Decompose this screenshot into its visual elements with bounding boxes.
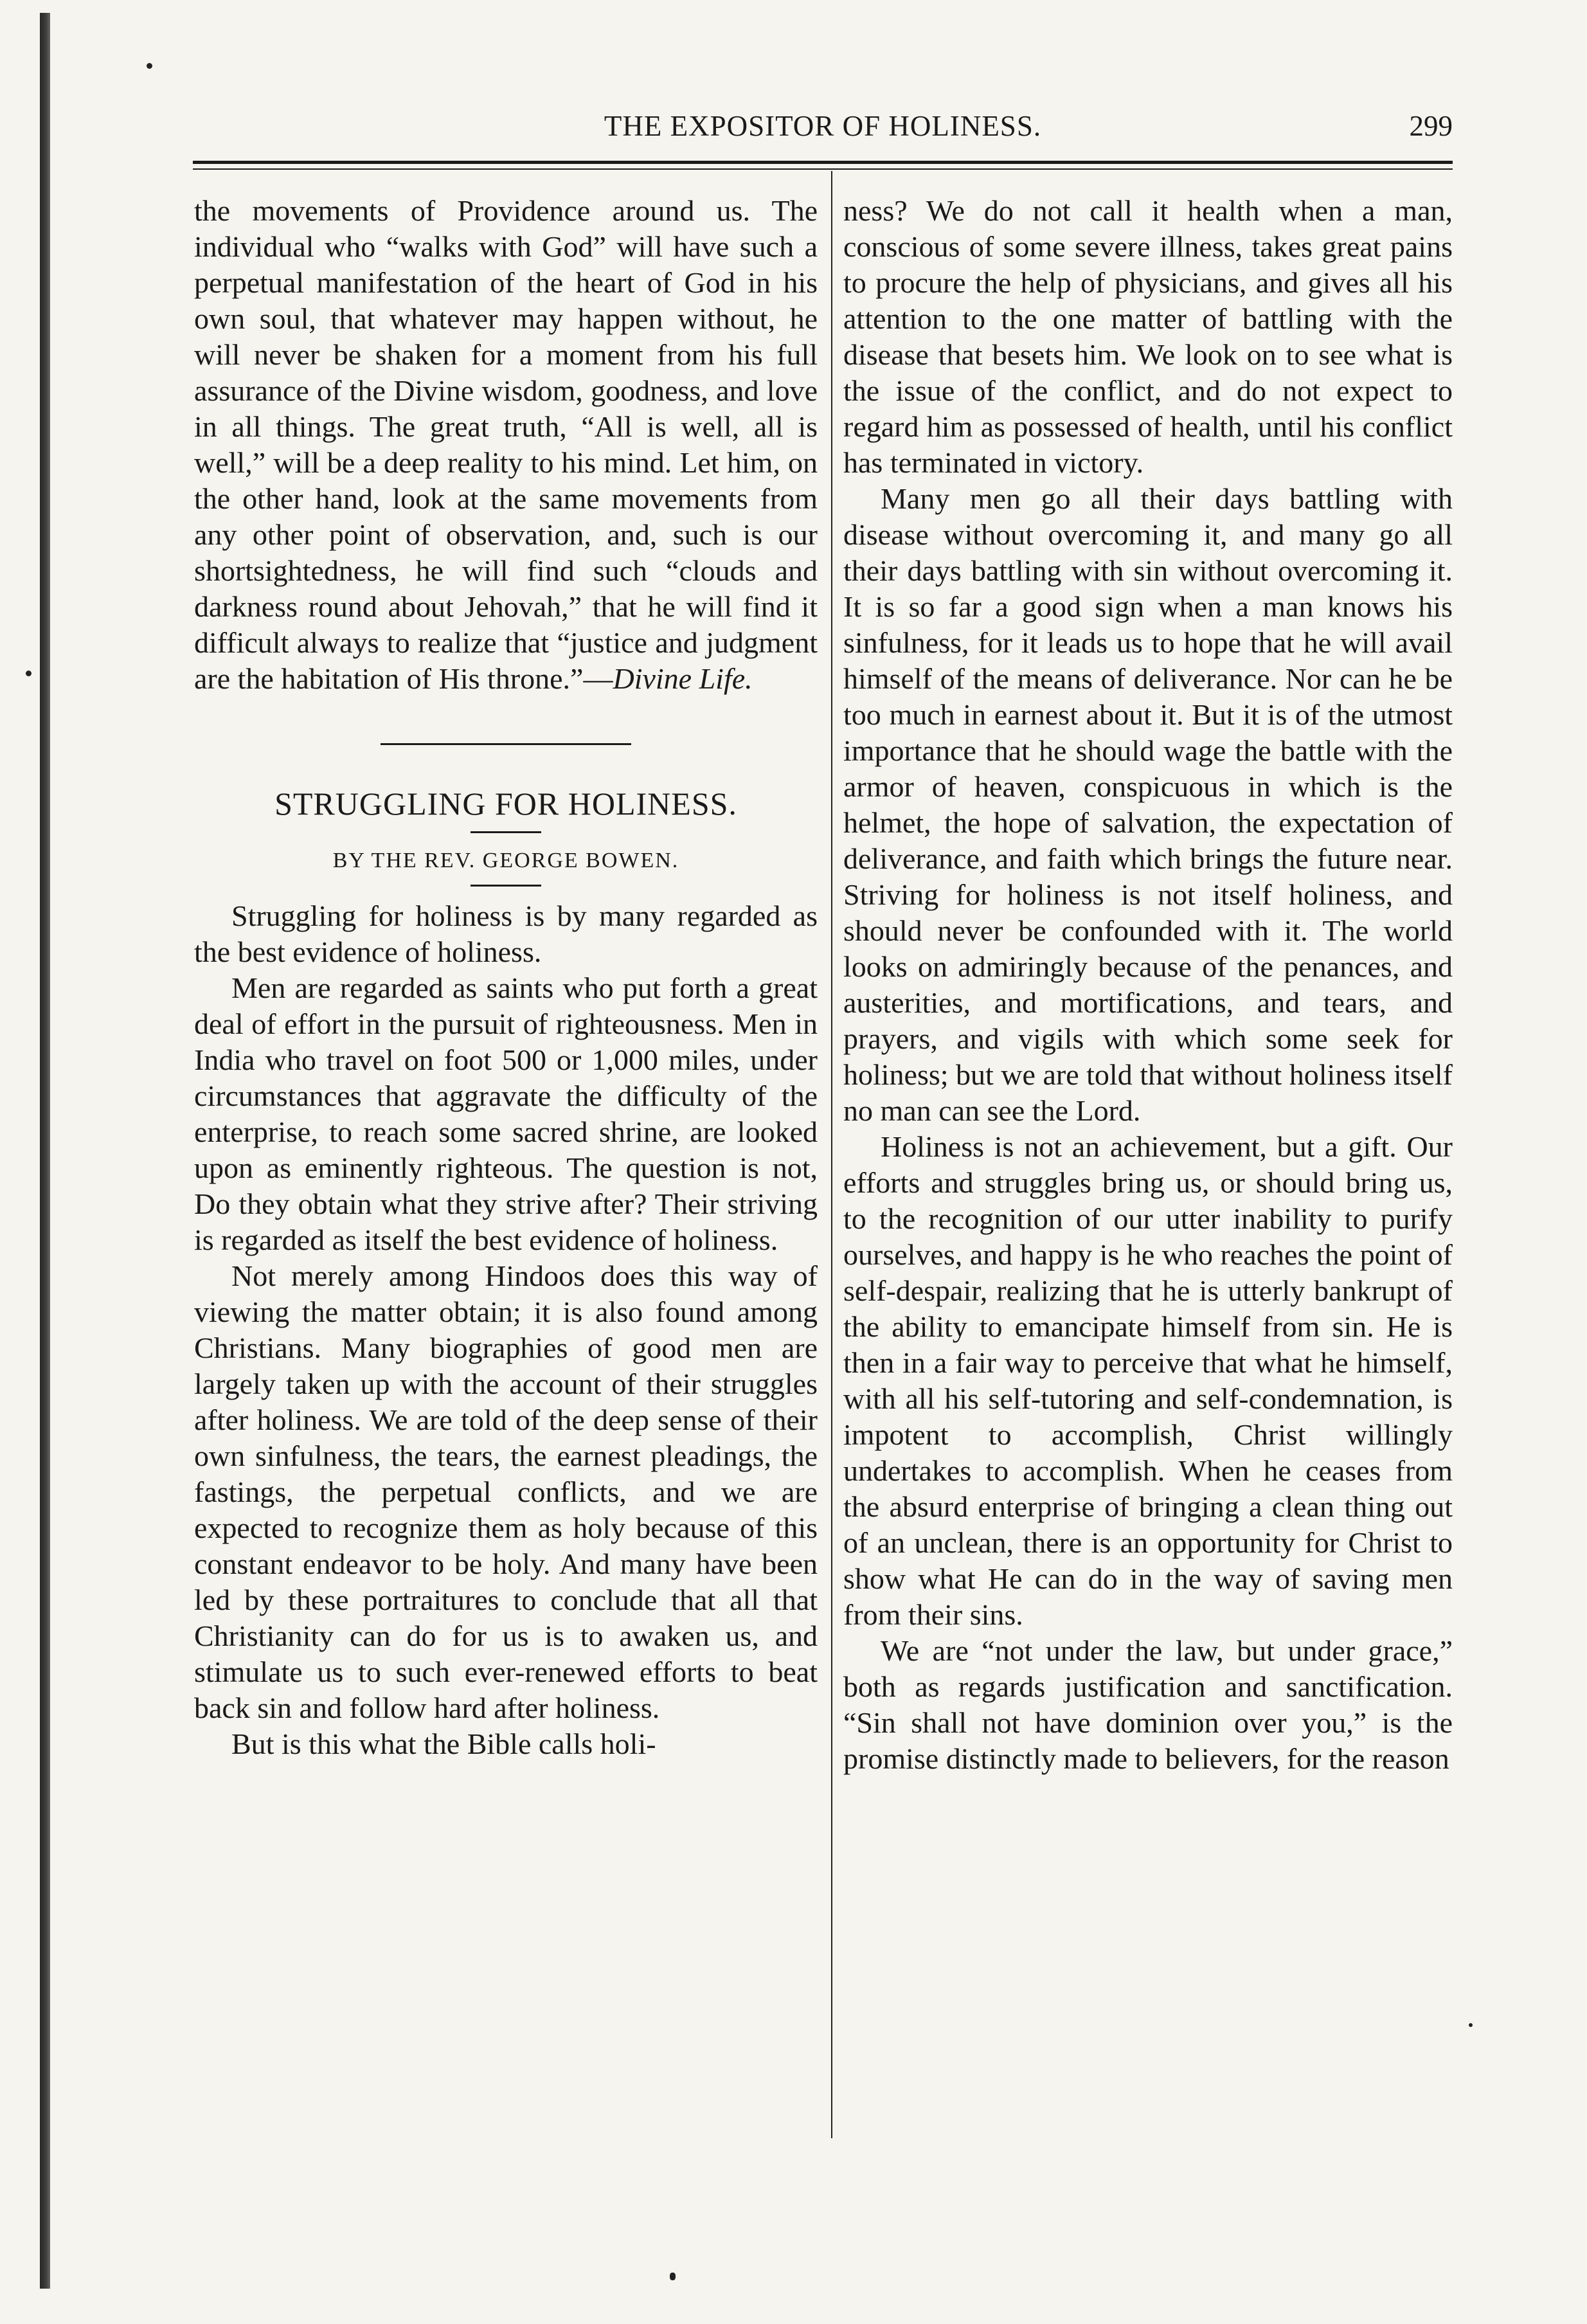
right-column xyxy=(843,193,1453,1777)
paragraph: We are “not under the law, but under grace,” both as regards justification and sanctification. “Sin shall not have dominion over you,” is the promise distinctly made to believers, for the reason xyxy=(843,1634,1453,1775)
byline-rule xyxy=(471,885,541,887)
continued-text: the movements of Providence around us. The individual who “walks with God” will have such a perpetual manifestation of the heart of God in his own soul, that whatever may happen without, he will never be shaken for a moment from his full assurance of the Divine wisdom, goodness, and love in all things. The great truth, “All is well, all is well,” will be a deep reality to his mind. Let him, on the other hand, look at the same movements from any other point of observation, and, such is our shortsightedness, he will find such “clouds and darkness round about Jehovah,” that he will find it difficult always to realize that “justice and judgment are the habitation of His throne.”— xyxy=(194,194,818,695)
paragraph: Struggling for holiness is by many regarded as the best evidence of holiness. xyxy=(194,899,818,968)
paragraph: But is this what the Bible calls holi- xyxy=(231,1727,656,1760)
ink-speck xyxy=(1469,2023,1473,2027)
ink-speck xyxy=(670,2273,676,2280)
byline: BY THE REV. GEORGE BOWEN. xyxy=(332,849,679,872)
page-header xyxy=(193,109,1453,154)
paragraph: Men are regarded as saints who put forth a great deal of effort in the pursuit of righteousness. Men in India who travel on foot 500 or 1,000 miles, under circumstances that aggravate the difficulty of the enterprise, to reach some sacred shrine, are looked upon as eminently righteous. The question is not, Do they obtain what they strive after? Their striving is regarded as itself the best evidence of holiness. xyxy=(194,971,818,1256)
continued-paragraph xyxy=(194,193,818,697)
paragraph: ness? We do not call it health when a man, conscious of some severe illness, takes great pains to procure the help of physicians, and gives all his attention to the one matter of battling with the disease that besets him. We look on to see what is the issue of the conflict, and do not expect to regard him as possessed of health, until his conflict has terminated in victory. xyxy=(843,194,1453,479)
article-title: STRUGGLING FOR HOLINESS. xyxy=(274,786,737,822)
paragraph: Many men go all their days battling with disease without overcoming it, and many go all their days battling with sin without overcoming it. It is so far a good sign when a man knows his sinfulness, for it leads us to hope that he will avail himself of the means of deliverance. Nor can he be too much in earnest about it. But it is of the utmost importance that he should wage the battle with the armor of heaven, conspicuous in which is the helmet, the hope of salvation, the expectation of deliverance, and faith which brings the future near. Striving for holiness is not itself holiness, and should never be confounded with it. The world looks on admiringly because of the penances, and austerities, and mortifications, and tears, and prayers, and vigils with which some seek for holiness; but we are told that without holiness itself no man can see the Lord. xyxy=(843,482,1453,1127)
running-title: THE EXPOSITOR OF HOLINESS. xyxy=(604,110,1042,142)
paragraph: Holiness is not an achievement, but a gift. Our efforts and struggles bring us, or should bring us, to the recognition of our utter inability to purify ourselves, and happy is he who reaches the point of self-despair, realizing that he is utterly bankrupt of the ability to emancipate himself from sin. He is then in a fair way to perceive that what he himself, with all his self-tutoring and self-condemnation, is impotent to accomplish, Christ willingly undertakes to accomplish. When he ceases from the absurd enterprise of bringing a clean thing out of an unclean, there is an opportunity for Christ to show what He can do in the way of saving men from their sins. xyxy=(843,1130,1453,1631)
left-column xyxy=(194,193,818,1762)
ink-speck xyxy=(26,671,31,676)
title-rule xyxy=(471,831,541,833)
paragraph: Not merely among Hindoos does this way of viewing the matter obtain; it is also found among Christians. Many biographies of good men are largely taken up with the account of their struggles after holiness. We are told of the deep sense of their own sinfulness, the tears, the earnest pleadings, the fastings, the perpetual conflicts, and we are expected to recognize them as holy because of this constant endeavor to be holy. And many have been led by these portraitures to conclude that all that Christianity can do for us is to awaken us, and stimulate us to such ever-renewed efforts to beat back sin and follow hard after holiness. xyxy=(194,1259,818,1724)
header-rule xyxy=(193,161,1453,164)
book-binding-edge xyxy=(40,13,50,2289)
page-number: 299 xyxy=(1409,110,1453,142)
header-rule-thin xyxy=(193,168,1453,170)
ink-speck xyxy=(147,63,152,69)
attribution: Divine Life. xyxy=(613,662,753,695)
column-divider xyxy=(831,171,832,2138)
section-divider xyxy=(381,743,631,745)
